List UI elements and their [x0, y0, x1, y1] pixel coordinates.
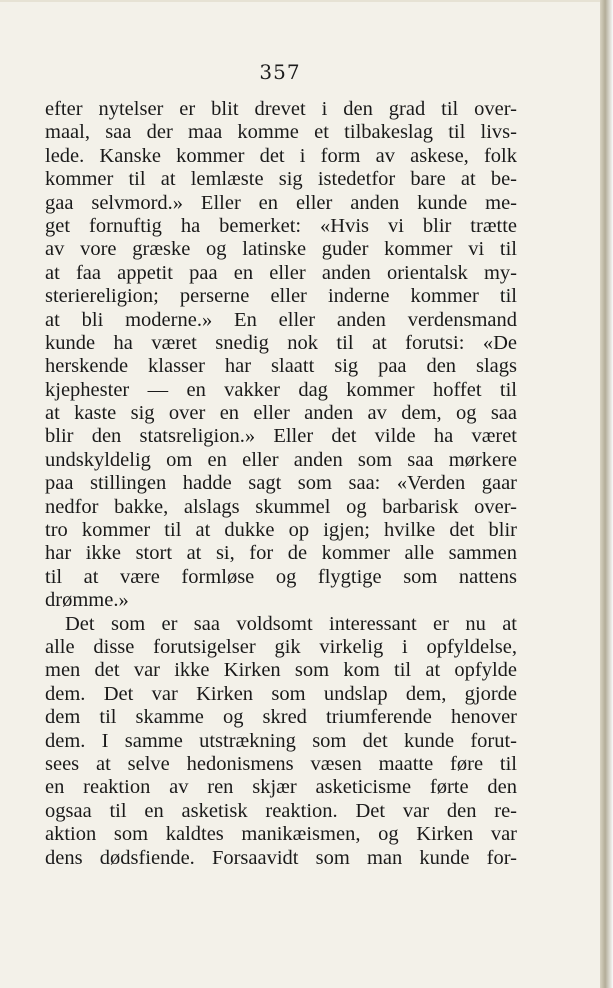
text-line: blir den statsreligion.» Eller det vilde ha været	[45, 425, 517, 448]
text-line: dem til skamme og skred triumferende henover	[45, 706, 517, 729]
text-line: herskende klasser har slaatt sig paa den slags	[45, 355, 517, 378]
text-line: alle disse forutsigelser gik virkelig i opfyldelse,	[45, 635, 517, 658]
text-line: til at være formløse og flygtige som nattens	[45, 565, 517, 588]
text-line: tro kommer til at dukke op igjen; hvilke det blir	[45, 519, 517, 542]
text-line: at kaste sig over en eller anden av dem, og saa	[45, 402, 517, 425]
text-line: maal, saa der maa komme et tilbakeslag til livs-	[45, 121, 517, 144]
text-line: undskyldelig om en eller anden som saa mørkere	[45, 448, 517, 471]
text-line: gaa selvmord.» Eller en eller anden kunde me-	[45, 191, 517, 214]
paragraph-start-line: Det som er saa voldsomt interessant er nu at	[65, 612, 517, 635]
text-line: en reaktion av ren skjær asketicisme førte den	[45, 776, 517, 799]
text-line: efter nytelser er blit drevet i den grad til over-	[45, 98, 517, 120]
text-line: men det var ikke Kirken som kom til at opfylde	[45, 659, 517, 682]
text-line: kommer til at lemlæste sig istedetfor bare at be-	[45, 168, 517, 191]
text-line: dens dødsfiende. Forsaavidt som man kunde for-	[45, 846, 517, 869]
text-line: sees at selve hedonismens væsen maatte føre til	[45, 752, 517, 775]
text-line: ogsaa til en asketisk reaktion. Det var den re-	[45, 799, 517, 822]
paragraph-end-line: drømme.»	[45, 589, 129, 612]
text-line: nedfor bakke, alslags skummel og barbarisk over-	[45, 495, 517, 518]
text-line: lede. Kanske kommer det i form av askese, folk	[45, 144, 517, 167]
text-line: paa stillingen hadde sagt som saa: «Verden gaar	[45, 472, 517, 495]
text-line: get fornuftig ha bemerket: «Hvis vi blir trætte	[45, 214, 517, 237]
text-line: dem. I samme utstrækning som det kunde forut-	[45, 729, 517, 752]
text-line: kjephester — en vakker dag kommer hoffet til	[45, 378, 517, 401]
page-number: 357	[259, 60, 301, 84]
text-line: kunde ha været snedig nok til at forutsi: «De	[45, 331, 517, 354]
text-line: har ikke stort at si, for de kommer alle sammen	[45, 542, 517, 565]
text-line: at faa appetit paa en eller anden orientalsk my-	[45, 261, 517, 284]
text-line: at bli moderne.» En eller anden verdensmand	[45, 308, 517, 331]
text-line: aktion som kaldtes manikæismen, og Kirken var	[45, 823, 517, 846]
page-edge	[600, 0, 613, 988]
text-line: av vore græske og latinske guder kommer vi til	[45, 238, 517, 261]
text-line: steriereligion; perserne eller inderne kommer til	[45, 285, 517, 308]
text-line: dem. Det var Kirken som undslap dem, gjorde	[45, 682, 517, 705]
page-text	[45, 98, 517, 870]
